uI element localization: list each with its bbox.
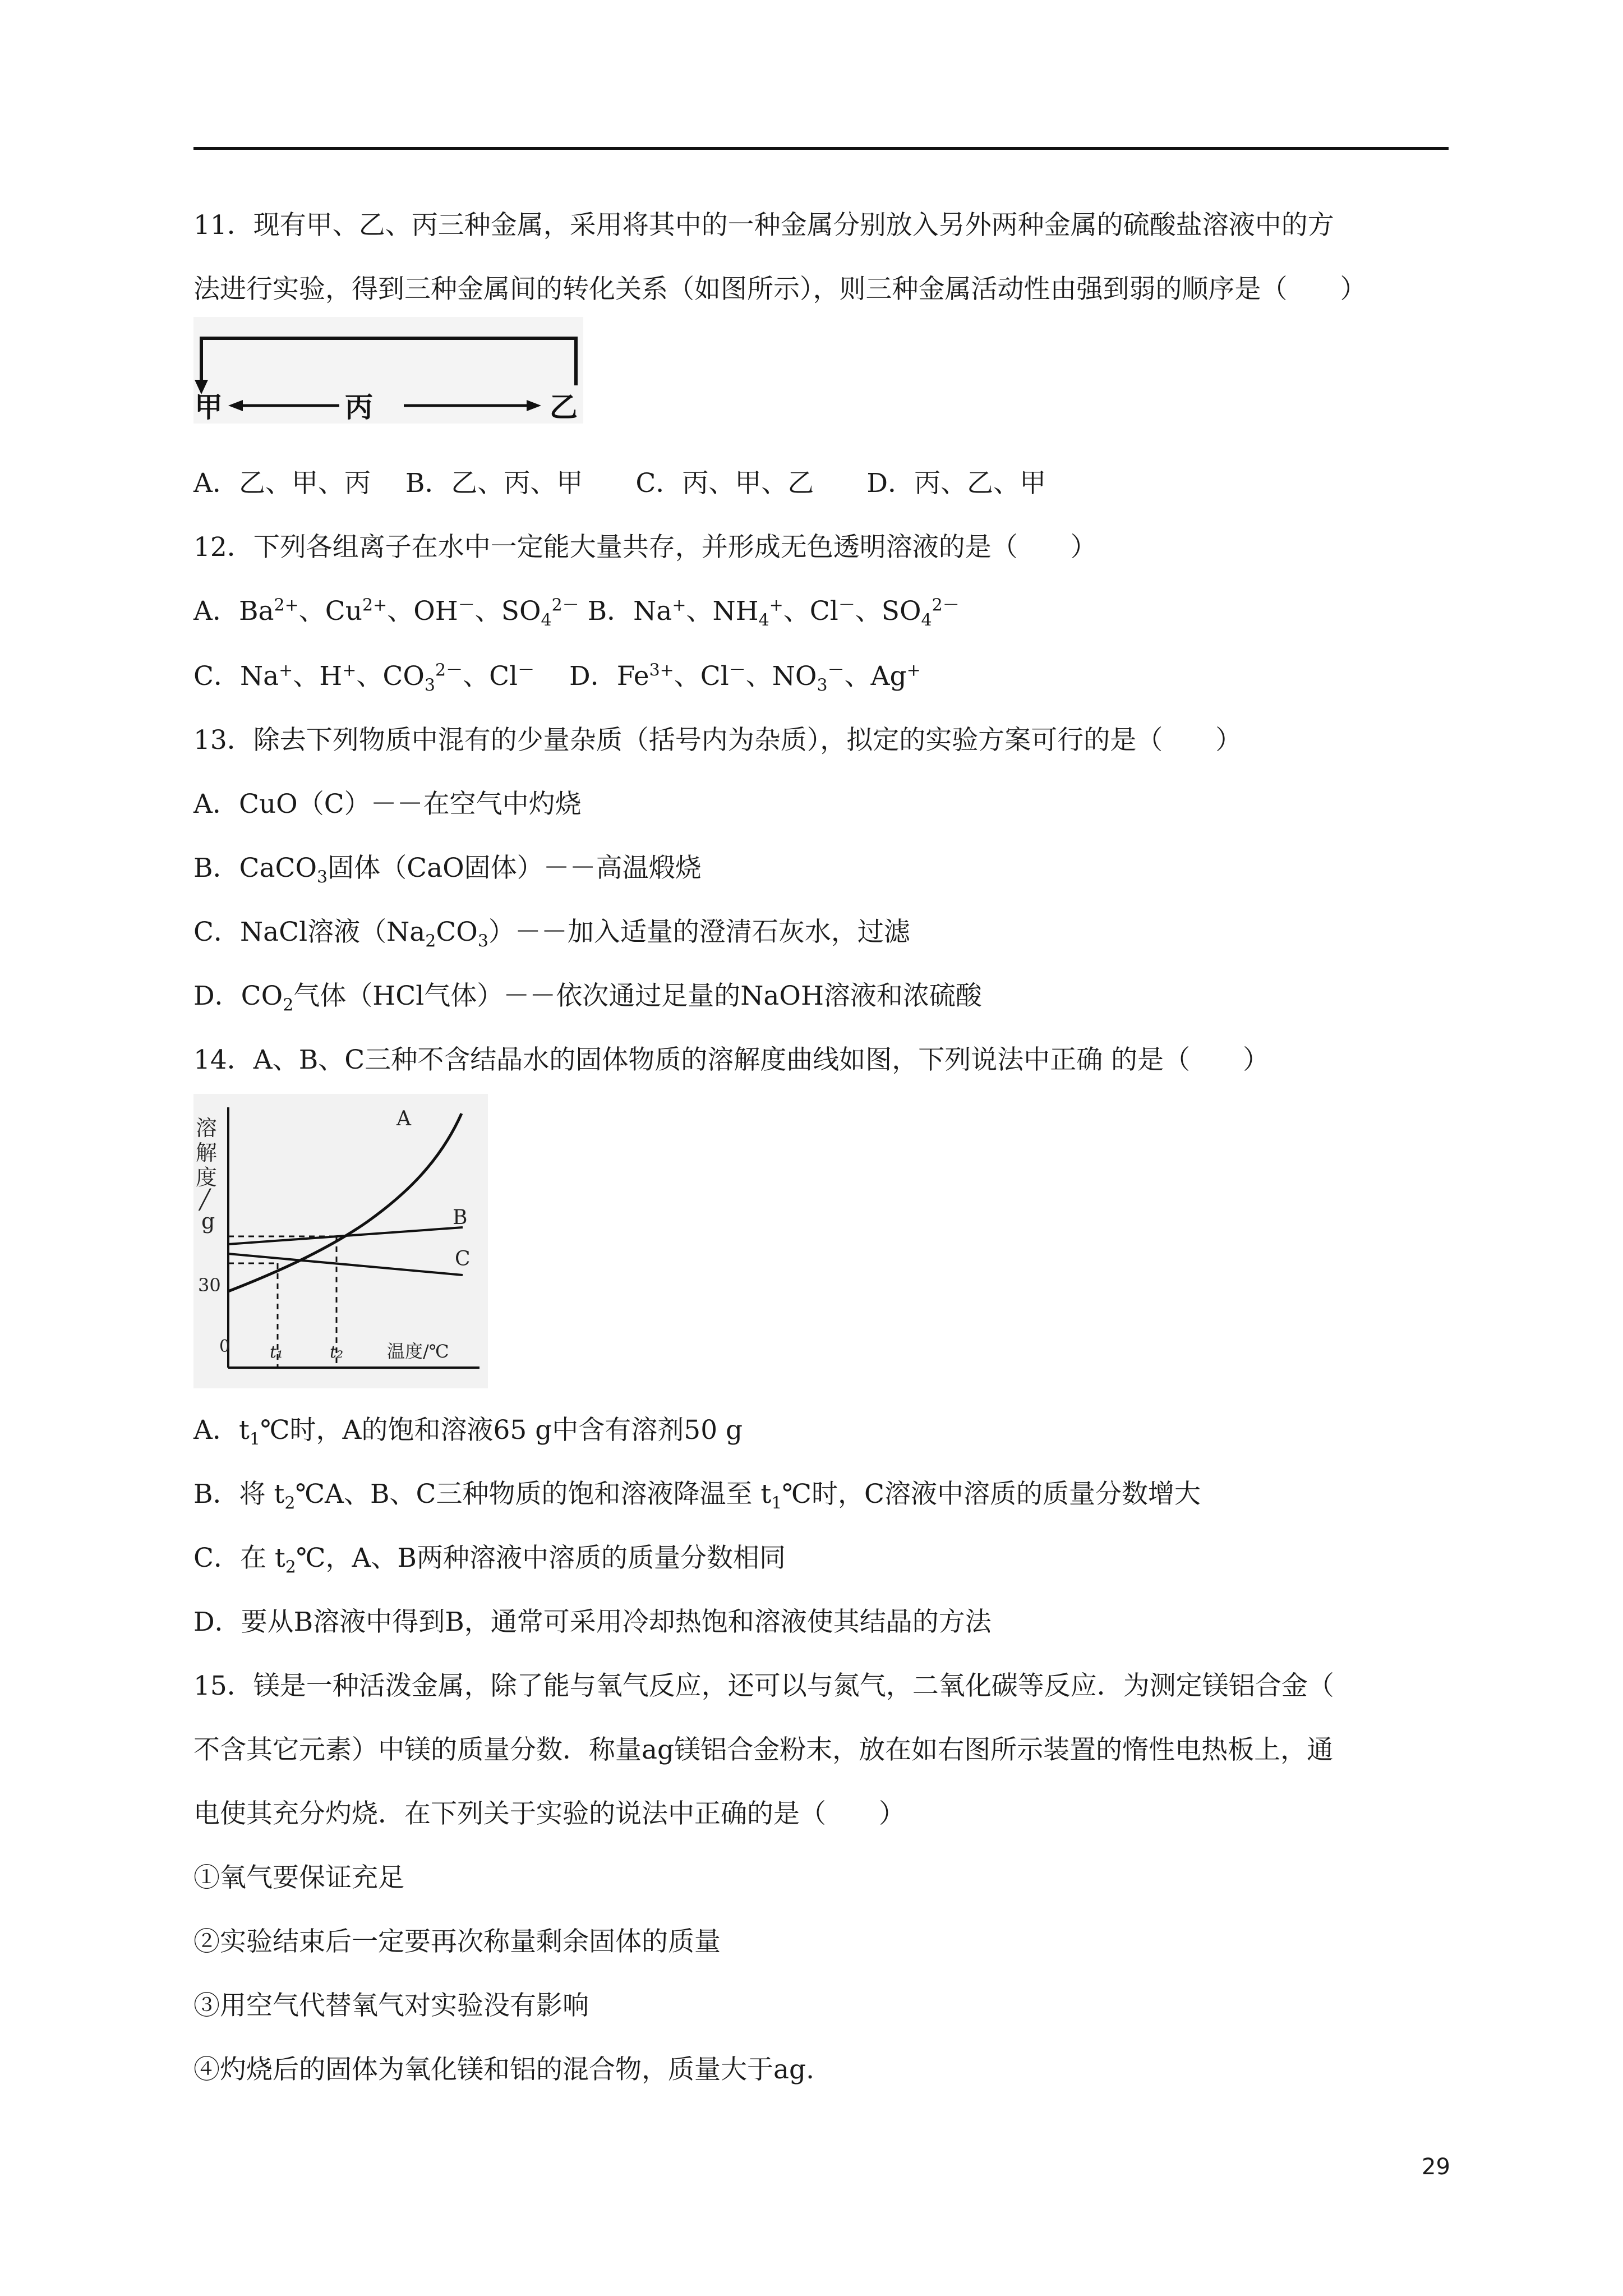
q15-stem-line2: 不含其它元素）中镁的质量分数．称量ag镁铝合金粉末，放在如右图所示装置的惰性电热板上，通 bbox=[193, 1734, 1334, 1765]
page-number: 29 bbox=[1422, 2154, 1450, 2180]
q12-options-ab: A．$Ba^{2+}$、$Cu^{2+}$、OH－、$SO_4^{2-}$ B．Na+、$NH_4^+$、Cl－、$SO_4^{2-}$ bbox=[193, 595, 960, 631]
xlabel: 温度/℃ bbox=[387, 1341, 449, 1362]
q15-stem-line3: 电使其充分灼烧．在下列关于实验的说法中正确的是（ ） bbox=[193, 1798, 905, 1829]
diagram-label-jia: 甲 bbox=[195, 390, 223, 424]
q11-options: A．乙、甲、丙 B．乙、丙、甲 C．丙、甲、乙 D．丙、乙、甲 bbox=[193, 468, 1046, 499]
q15-statement-4: ④灼烧后的固体为氧化镁和铝的混合物，质量大于ag. bbox=[193, 2054, 815, 2085]
q11-stem-line1: 11．现有甲、乙、丙三种金属，采用将其中的一种金属分别放入另外两种金属的硫酸盐溶液中的方 bbox=[193, 210, 1334, 241]
ylabel-char-3: 度 bbox=[196, 1165, 218, 1190]
q15-stem-line1: 15．镁是一种活泼金属，除了能与氧气反应，还可以与氮气，二氧化碳等反应．为测定镁铝合金（ bbox=[193, 1671, 1334, 1701]
xtick-t1: t₁ bbox=[270, 1342, 284, 1362]
q14-option-c: C．在 $t_2℃$，A、B两种溶液中溶质的质量分数相同 bbox=[193, 1543, 786, 1577]
q13-option-b: B．CaCO$_3$固体（CaO固体）－－高温煅烧 bbox=[193, 853, 702, 887]
q13-option-c: C．NaCl溶液$(Na_2CO_3)--$加入适量的澄清石灰水，过滤 bbox=[193, 917, 910, 951]
ylabel-char-1: 溶 bbox=[196, 1116, 218, 1140]
origin-label: 0 bbox=[219, 1337, 230, 1356]
q11-conversion-diagram bbox=[193, 317, 583, 424]
q12-stem: 12．下列各组离子在水中一定能大量共存，并形成无色透明溶液的是（ ） bbox=[193, 532, 1097, 563]
q14-option-a: A．$t_1℃$时，A的饱和溶液65 g中含有溶剂50 g bbox=[193, 1415, 743, 1450]
q13-option-a: A．CuO（C）－－在空气中灼烧 bbox=[193, 789, 582, 820]
ytick-30: 30 bbox=[198, 1274, 221, 1296]
q14-stem: 14．A、B、C三种不含结晶水的固体物质的溶解度曲线如图，下列说法中正确 的是（ ） bbox=[193, 1045, 1270, 1075]
q12-options-cd: C．Na+、H+、$CO_3^{2-}$、Cl－ D．$Fe^{3+}$、Cl－、$NO_3^-$、Ag+ bbox=[193, 660, 921, 696]
q13-stem: 13．除去下列物质中混有的少量杂质（括号内为杂质），拟定的实验方案可行的是（ ） bbox=[193, 725, 1242, 756]
ylabel-char-5: g bbox=[201, 1209, 215, 1234]
q11-stem-line2: 法进行实验，得到三种金属间的转化关系（如图所示），则三种金属活动性由强到弱的顺序是（ ） bbox=[193, 274, 1367, 305]
series-label-c: C bbox=[455, 1248, 471, 1271]
solubility-curve-chart bbox=[193, 1094, 488, 1388]
ylabel-char-4: ╱ bbox=[199, 1189, 211, 1211]
diagram-label-bing: 丙 bbox=[345, 390, 373, 424]
header-rule bbox=[193, 147, 1449, 150]
q13-option-d: D．$CO_2$气体（HCl气体）－－依次通过足量的NaOH溶液和浓硫酸 bbox=[193, 981, 982, 1015]
q15-statement-1: ①氧气要保证充足 bbox=[193, 1862, 404, 1893]
ylabel-char-2: 解 bbox=[196, 1140, 218, 1165]
series-label-a: A bbox=[396, 1107, 411, 1130]
q14-option-d: D．要从B溶液中得到B，通常可采用冷却热饱和溶液使其结晶的方法 bbox=[193, 1607, 992, 1637]
q15-statement-2: ②实验结束后一定要再次称量剩余固体的质量 bbox=[193, 1926, 721, 1957]
q15-statement-3: ③用空气代替氧气对实验没有影响 bbox=[193, 1990, 589, 2021]
diagram-label-yi: 乙 bbox=[550, 390, 578, 424]
series-label-b: B bbox=[453, 1206, 468, 1229]
q14-option-b: B．将 $t_2℃A$、B、C三种物质的饱和溶液降温至 $t_1℃$时，C溶液中溶质的质量分数增大 bbox=[193, 1479, 1201, 1513]
xtick-t2: t₂ bbox=[330, 1342, 344, 1362]
